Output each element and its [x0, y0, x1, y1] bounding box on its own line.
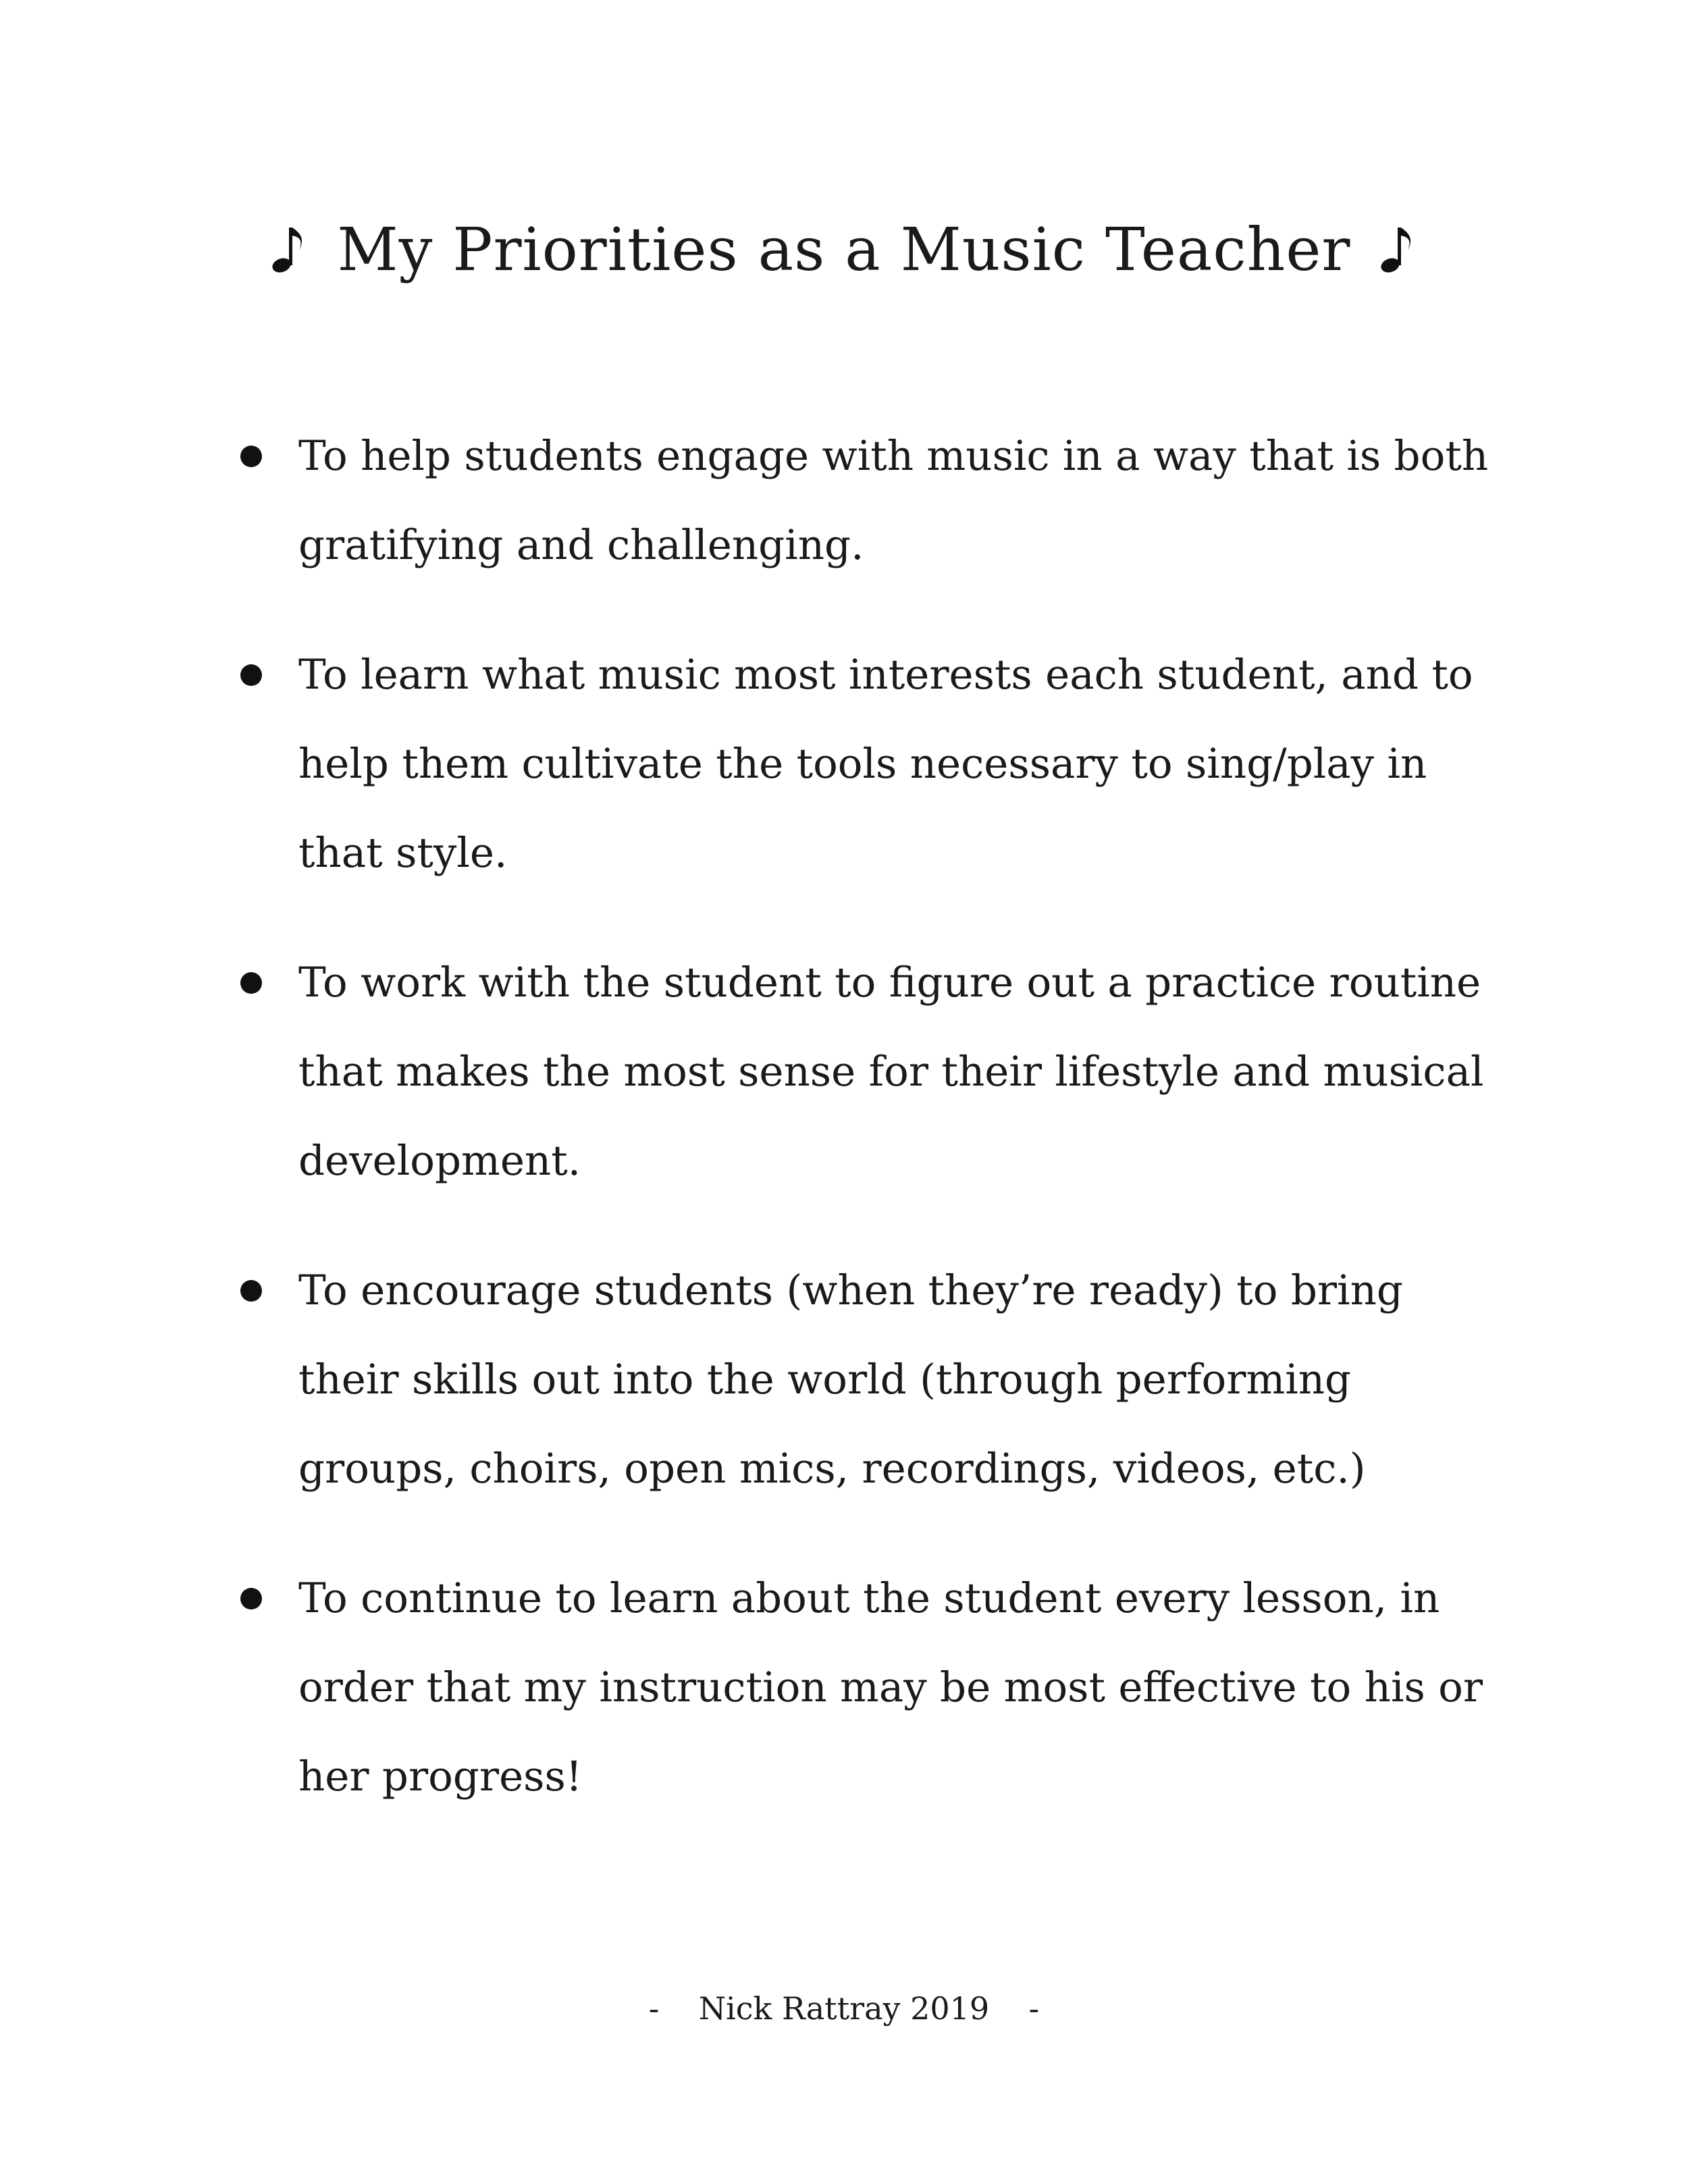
priority-text: To encourage students (when they’re ready) to bring their skills out into the world (through performing groups, choirs, open mics, recordings, videos, etc.): [298, 1267, 1403, 1493]
music-note-icon: [269, 219, 310, 280]
music-note-icon: [1378, 219, 1419, 280]
list-item: [236, 1246, 1506, 1514]
bullet-icon: [240, 972, 262, 994]
list-item: [236, 1554, 1506, 1821]
bullet-icon: [240, 664, 262, 686]
priority-text: To work with the student to figure out a practice routine that makes the most sense for their lifestyle and musical development.: [298, 959, 1484, 1185]
priority-text: To continue to learn about the student every lesson, in order that my instruction may be most effective to his or her progress!: [298, 1574, 1483, 1801]
bullet-icon: [240, 446, 262, 467]
bullet-icon: [240, 1588, 262, 1609]
priority-text: To help students engage with music in a way that is both gratifying and challenging.: [298, 432, 1489, 569]
bullet-icon: [240, 1280, 262, 1302]
priority-text: To learn what music most interests each student, and to help them cultivate the tools necessary to sing/play in that style.: [298, 651, 1473, 877]
footer-signature: - Nick Rattray 2019 -: [648, 1990, 1040, 2027]
list-item: [236, 938, 1506, 1206]
priorities-list: [236, 412, 1506, 1862]
title-row: [0, 203, 1688, 297]
page-title: My Priorities as a Music Teacher: [337, 215, 1351, 284]
list-item: [236, 412, 1506, 590]
list-item: [236, 631, 1506, 898]
